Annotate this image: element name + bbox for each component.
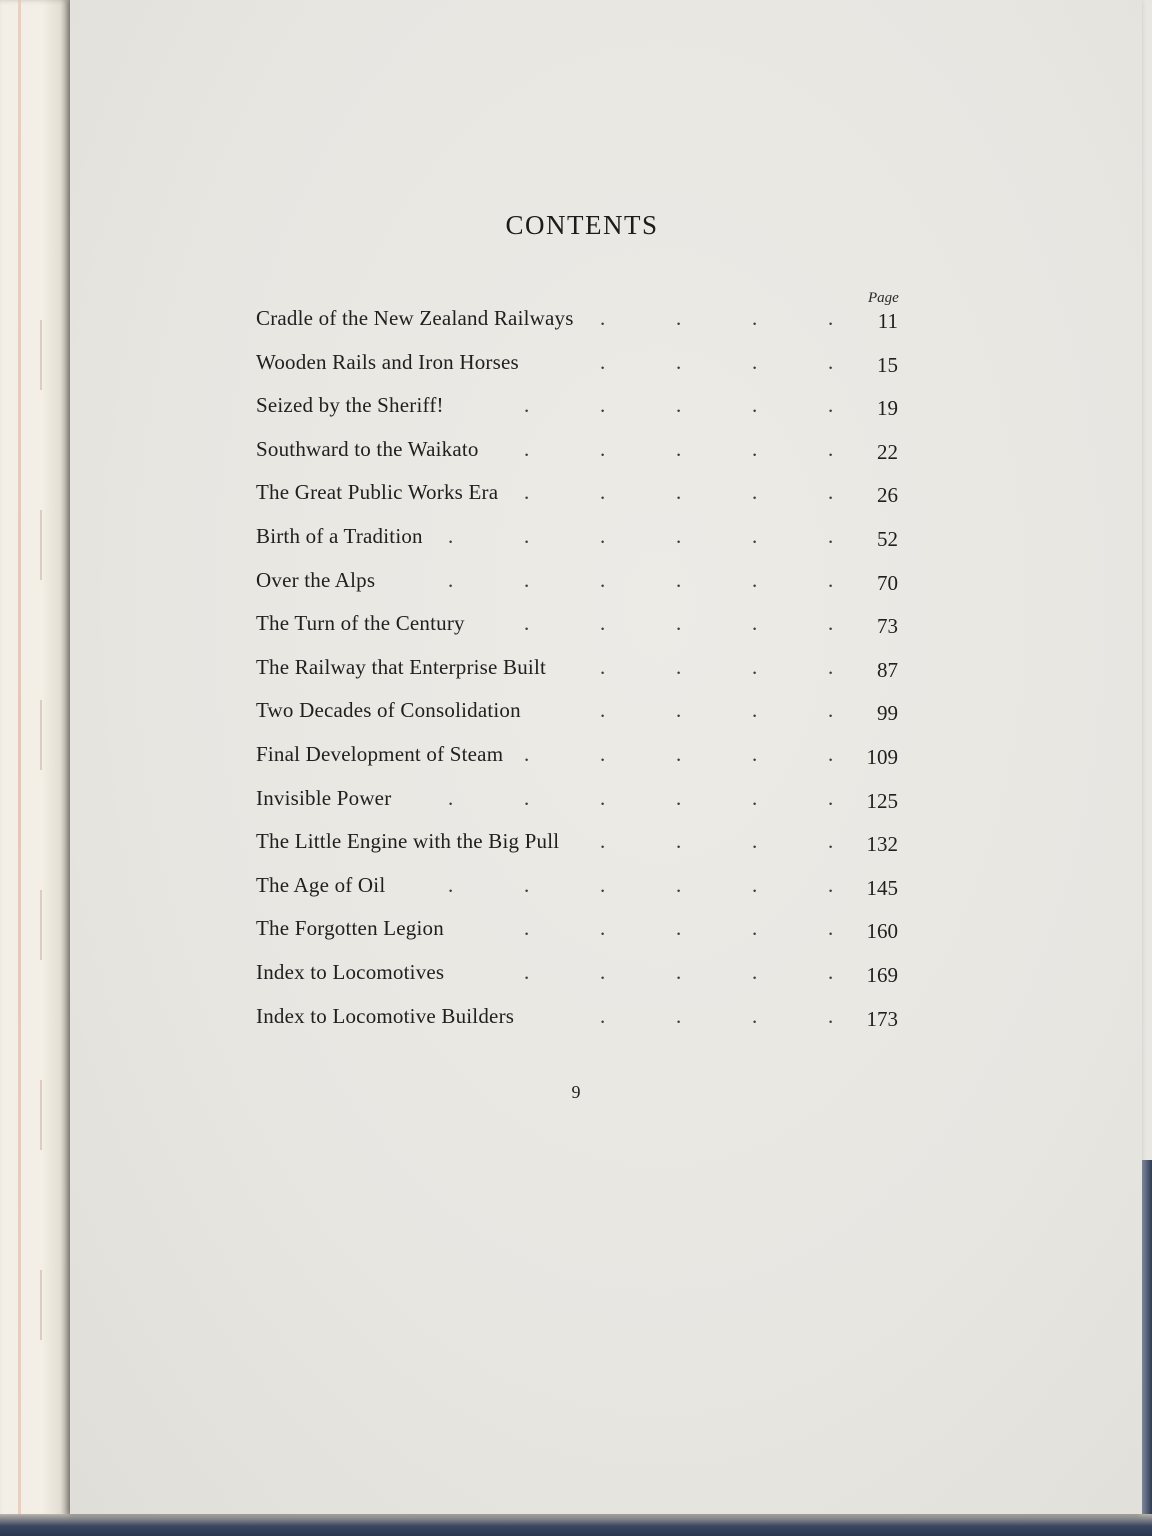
leader-dot: .	[828, 916, 834, 941]
toc-entry-title: Seized by the Sheriff!	[256, 393, 444, 418]
toc-entry-page: 99	[877, 701, 898, 726]
leader-dot: .	[752, 698, 758, 723]
toc-entry	[256, 960, 906, 1004]
leader-dot: .	[524, 916, 530, 941]
toc-entry-title: The Railway that Enterprise Built	[256, 654, 547, 679]
leader-dot: .	[828, 741, 834, 766]
leader-dot: .	[676, 436, 682, 461]
toc-entry	[256, 742, 906, 786]
leader-dot: .	[600, 480, 606, 505]
leader-dot: .	[828, 480, 834, 505]
toc-entry-title: Over the Alps	[256, 567, 376, 592]
leader-dot: .	[752, 741, 758, 766]
leader-dot: .	[828, 306, 834, 330]
toc-entry	[256, 1004, 906, 1048]
leader-dot: .	[828, 959, 834, 984]
leader-dot: .	[752, 480, 758, 505]
toc-entry-page: 145	[866, 875, 898, 900]
leader-dot: .	[448, 785, 454, 810]
leader-dot: .	[828, 523, 834, 548]
leader-dot: .	[828, 393, 834, 418]
leader-dot: .	[676, 959, 682, 984]
toc-entry-title: Southward to the Waikato	[256, 436, 479, 461]
leader-dot: .	[600, 872, 606, 897]
contents-heading: CONTENTS	[505, 210, 659, 240]
leader-dot: .	[828, 1003, 834, 1028]
leader-dot: .	[600, 1003, 606, 1028]
toc-entry-title: Birth of a Tradition	[256, 523, 423, 548]
leader-dot: .	[524, 436, 530, 461]
leader-dot: .	[600, 829, 606, 854]
toc-entry-title: The Turn of the Century	[256, 611, 465, 636]
toc-entry-page: 22	[877, 439, 898, 464]
toc-entry-page: 173	[866, 1006, 898, 1031]
leader-dot: .	[752, 611, 758, 636]
leader-dot: .	[752, 654, 758, 679]
leader-dot: .	[828, 654, 834, 679]
leader-dot: .	[600, 567, 606, 592]
toc-entry-title: The Great Public Works Era	[256, 480, 499, 505]
leader-dot: .	[524, 611, 530, 636]
leader-dot: .	[600, 306, 606, 330]
leader-dot: .	[524, 959, 530, 984]
toc-entry-page: 11	[877, 309, 898, 333]
toc-entry	[256, 568, 906, 612]
toc-entry-page: 52	[877, 526, 898, 551]
toc-entry-page: 109	[866, 744, 898, 769]
toc-entry	[256, 829, 906, 873]
leader-dot: .	[676, 829, 682, 854]
toc-entry-page: 87	[877, 657, 898, 682]
leader-dot: .	[524, 741, 530, 766]
leader-dot: .	[828, 611, 834, 636]
toc-entry	[256, 437, 906, 481]
leader-dot: .	[752, 393, 758, 418]
toc-entry	[256, 524, 906, 568]
leader-dot: .	[676, 654, 682, 679]
toc-entry-title: The Age of Oil	[256, 872, 386, 897]
toc-entry-page: 160	[866, 919, 898, 944]
toc-entry-title: Cradle of the New Zealand Railways	[256, 306, 574, 330]
table-of-contents	[256, 306, 906, 1047]
leader-dot: .	[600, 959, 606, 984]
leader-dot: .	[676, 306, 682, 330]
leader-dot: .	[828, 567, 834, 592]
toc-entry	[256, 611, 906, 655]
leader-dot: .	[676, 872, 682, 897]
toc-entry-page: 132	[866, 832, 898, 857]
leader-dot: .	[676, 523, 682, 548]
leader-dot: .	[600, 654, 606, 679]
page-number: 9	[571, 1082, 581, 1102]
leader-dot: .	[828, 436, 834, 461]
leader-dot: .	[600, 785, 606, 810]
leader-dot: .	[752, 829, 758, 854]
leader-dot: .	[448, 567, 454, 592]
leader-dot: .	[828, 829, 834, 854]
leader-dot: .	[676, 393, 682, 418]
toc-entry-page: 19	[877, 396, 898, 421]
leader-dot: .	[600, 436, 606, 461]
leader-dot: .	[752, 1003, 758, 1028]
toc-entry-title: Two Decades of Consolidation	[256, 698, 521, 723]
leader-dot: .	[676, 1003, 682, 1028]
leader-dot: .	[676, 611, 682, 636]
leader-dot: .	[676, 349, 682, 374]
leader-dot: .	[752, 785, 758, 810]
toc-entry	[256, 480, 906, 524]
leader-dot: .	[448, 872, 454, 897]
leader-dot: .	[524, 480, 530, 505]
toc-entry	[256, 655, 906, 699]
leader-dot: .	[752, 306, 758, 330]
toc-entry-page: 169	[866, 962, 898, 987]
toc-entry	[256, 873, 906, 917]
leader-dot: .	[448, 523, 454, 548]
leader-dot: .	[828, 872, 834, 897]
leader-dot: .	[600, 611, 606, 636]
toc-entry-title: Index to Locomotive Builders	[256, 1003, 515, 1028]
leader-dot: .	[828, 785, 834, 810]
leader-dot: .	[676, 698, 682, 723]
toc-entry	[256, 786, 906, 830]
leader-dot: .	[600, 349, 606, 374]
toc-entry-page: 70	[877, 570, 898, 595]
toc-entry-page: 15	[877, 352, 898, 377]
toc-entry	[256, 916, 906, 960]
toc-entry	[256, 350, 906, 394]
leader-dot: .	[600, 916, 606, 941]
toc-entry	[256, 306, 906, 350]
leader-dot: .	[676, 567, 682, 592]
toc-entry-title: Index to Locomotives	[256, 959, 445, 984]
toc-entry-title: Invisible Power	[256, 785, 392, 810]
leader-dot: .	[752, 567, 758, 592]
toc-entry	[256, 393, 906, 437]
leader-dot: .	[524, 393, 530, 418]
leader-dot: .	[600, 393, 606, 418]
toc-entry-title: Final Development of Steam	[256, 741, 504, 766]
cover-edge-marks	[40, 200, 42, 1400]
toc-entry-page: 73	[877, 614, 898, 639]
leader-dot: .	[828, 698, 834, 723]
toc-entry-page: 26	[877, 483, 898, 508]
toc-entry-title: The Forgotten Legion	[256, 916, 444, 941]
leader-dot: .	[524, 523, 530, 548]
toc-entry	[256, 698, 906, 742]
book-cover-bottom	[0, 1514, 1152, 1536]
leader-dot: .	[752, 523, 758, 548]
toc-entry-page: 125	[866, 788, 898, 813]
leader-dot: .	[676, 916, 682, 941]
leader-dot: .	[524, 785, 530, 810]
leader-dot: .	[752, 959, 758, 984]
leader-dot: .	[752, 349, 758, 374]
leader-dot: .	[752, 436, 758, 461]
leader-dot: .	[752, 872, 758, 897]
leader-dot: .	[524, 567, 530, 592]
toc-entry-title: The Little Engine with the Big Pull	[256, 829, 560, 854]
leader-dot: .	[600, 698, 606, 723]
leader-dot: .	[524, 872, 530, 897]
leader-dot: .	[676, 741, 682, 766]
leader-dot: .	[600, 741, 606, 766]
page-column-label: Page	[868, 290, 899, 306]
leader-dot: .	[676, 480, 682, 505]
toc-entry-title: Wooden Rails and Iron Horses	[256, 349, 519, 374]
leader-dot: .	[828, 349, 834, 374]
leader-dot: .	[676, 785, 682, 810]
leader-dot: .	[600, 523, 606, 548]
leader-dot: .	[752, 916, 758, 941]
